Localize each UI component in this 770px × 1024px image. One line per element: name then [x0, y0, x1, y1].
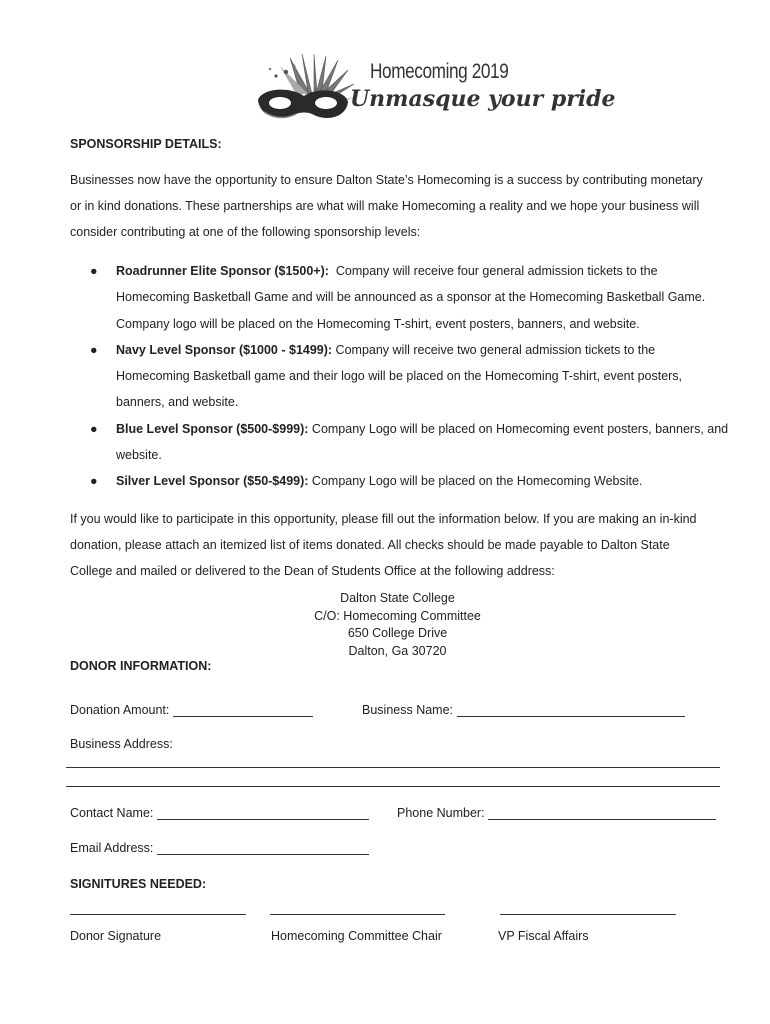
vp-fiscal-signature-line[interactable] [500, 914, 676, 915]
level-name: Roadrunner Elite Sponsor ($1500+): [116, 264, 329, 278]
level-desc: website. [116, 448, 162, 463]
header-logo [250, 52, 616, 132]
committee-chair-label: Homecoming Committee Chair [271, 929, 442, 943]
participate-paragraph [70, 506, 730, 584]
participate-line: If you would like to participate in this opportunity, please fill out the information below. If you are making an in-kind [70, 512, 697, 526]
donor-signature-line[interactable] [70, 914, 246, 915]
sponsorship-heading: SPONSORSHIP DETAILS: [70, 137, 222, 151]
intro-line: consider contributing at one of the following sponsorship levels: [70, 225, 421, 239]
bullet-icon: ● [90, 342, 98, 357]
email-field [70, 841, 369, 855]
mask-icon [250, 52, 360, 132]
business-name-field [362, 703, 685, 717]
bullet-icon: ● [90, 264, 98, 278]
level-name: Silver Level Sponsor ($50-$499): [116, 474, 309, 489]
address-line: 650 College Drive [347, 626, 448, 640]
contact-name-input[interactable] [157, 807, 369, 820]
business-address-input-line-2[interactable] [66, 786, 720, 787]
phone-number-field [397, 806, 716, 820]
contact-name-label: Contact Name: [70, 806, 154, 820]
level-desc: banners, and website. [116, 395, 239, 410]
level-desc: Homecoming Basketball Game and will be announced as a sponsor at the Homecoming Basketball Game. [116, 290, 706, 305]
level-desc: Company Logo will be placed on the Homecoming Website. [308, 474, 643, 489]
mailing-address [0, 590, 770, 660]
phone-number-label: Phone Number: [397, 806, 485, 820]
bullet-icon: ● [90, 474, 98, 489]
level-roadrunner-elite [70, 258, 730, 337]
donor-heading: DONOR INFORMATION: [70, 659, 212, 673]
business-address-input-line-1[interactable] [66, 767, 720, 768]
intro-paragraph [70, 167, 730, 245]
level-blue [70, 416, 730, 469]
email-label: Email Address: [70, 841, 154, 855]
phone-number-input[interactable] [488, 807, 716, 820]
header-subtitle: Unmasque your pride [350, 86, 616, 112]
bullet-icon: ● [90, 421, 98, 436]
sponsorship-levels-list [70, 258, 730, 495]
donation-amount-label: Donation Amount: [70, 703, 170, 717]
address-line: Dalton, Ga 30720 [348, 643, 447, 658]
level-desc: Company will receive four general admission tickets to the [328, 264, 658, 278]
level-desc: Company Logo will be placed on Homecoming event posters, banners, and [308, 421, 729, 436]
business-name-label: Business Name: [362, 703, 454, 717]
level-silver [70, 468, 730, 494]
level-name: Blue Level Sponsor ($500-$999): [116, 421, 309, 436]
intro-line: or in kind donations. These partnerships are what will make Homecoming a reality and we hope your business will [70, 199, 700, 213]
header-title: Homecoming 2019 [370, 60, 509, 83]
signatures-heading: SIGNITURES NEEDED: [70, 877, 207, 891]
participate-line: donation, please attach an itemized list of items donated. All checks should be made payable to Dalton State [70, 538, 670, 552]
vp-fiscal-label: VP Fiscal Affairs [498, 929, 589, 943]
level-desc: Homecoming Basketball game and their logo will be placed on the Homecoming T-shirt, event posters, [116, 369, 683, 384]
donation-amount-input[interactable] [173, 704, 313, 717]
email-input[interactable] [157, 842, 369, 855]
address-line: C/O: Homecoming Committee [314, 608, 481, 623]
committee-chair-signature-line[interactable] [270, 914, 445, 915]
address-line: Dalton State College [340, 591, 455, 605]
intro-line: Businesses now have the opportunity to ensure Dalton State’s Homecoming is a success by contributing monetary [70, 173, 703, 187]
participate-line: College and mailed or delivered to the Dean of Students Office at the following address: [70, 564, 555, 578]
business-name-input[interactable] [457, 704, 685, 717]
level-name: Navy Level Sponsor ($1000 - $1499): [116, 342, 333, 357]
business-address-label: Business Address: [70, 737, 173, 751]
donor-signature-label: Donor Signature [70, 929, 162, 943]
contact-name-field [70, 806, 369, 820]
level-desc: Company logo will be placed on the Homecoming T-shirt, event posters, banners, and website. [116, 316, 640, 331]
level-navy [70, 337, 730, 416]
donation-amount-field [70, 703, 313, 717]
level-desc: Company will receive two general admission tickets to the [332, 342, 656, 357]
